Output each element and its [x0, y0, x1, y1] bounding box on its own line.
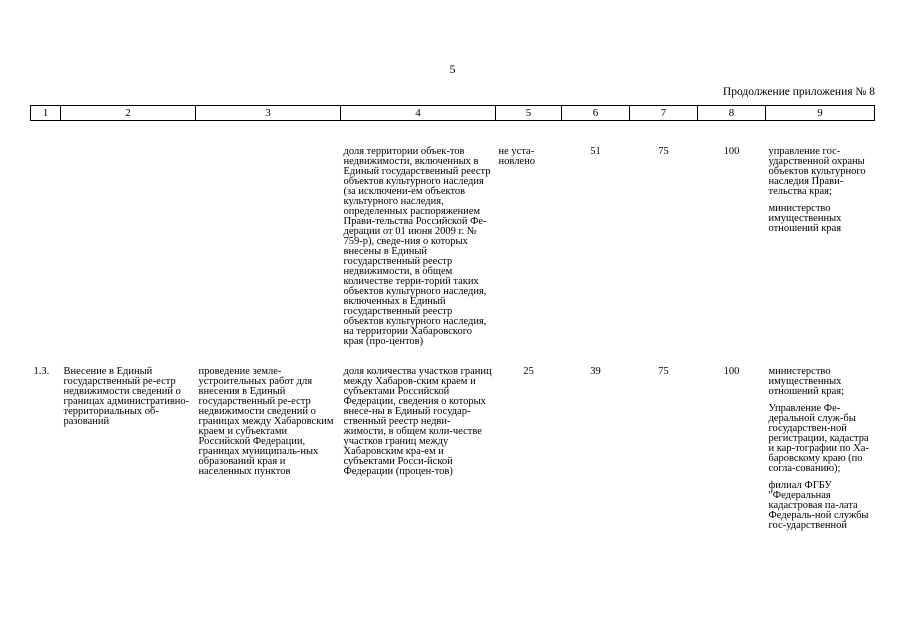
cell-number: 1.3. [33, 366, 50, 377]
cell-measure [61, 121, 196, 348]
responsible-entry: министерство имущественных отношений края [768, 203, 842, 234]
cell-value-1: 39 [590, 366, 601, 377]
appendix-table [30, 105, 875, 531]
cell-responsible [766, 347, 875, 531]
cell-value-3: 100 [723, 366, 740, 377]
table-row [31, 347, 875, 531]
page-number: 5 [449, 62, 456, 76]
header-col-3: 3 [196, 106, 341, 121]
header-row [31, 106, 875, 121]
cell-value-2: 75 [658, 366, 669, 377]
cell-value-2: 75 [658, 146, 669, 157]
responsible-entry: управление гос-ударственной охраны объектов культурного наследия Прави-тельства края; [768, 146, 866, 197]
header-col-2: 2 [61, 106, 196, 121]
cell-activity: проведение земле-устроительных работ для внесения в Единый государственный ре-естр недвижимости сведений о границах между Хабаровским краем и субъектами Российской Федерации, границах муниципаль-ных образований края и населенных пунктов [198, 366, 334, 477]
cell-indicator: доля количества участков границ между Хабаров-ским краем и субъектами Российской Федерации, сведения о которых внесе-ны в Единый государ-ственный реестр недви-жимости, в общем коли-честве участков границ между Хабаровским кра-ем и субъектами Росси-йской Федерации (процен-тов) [343, 366, 492, 477]
header-col-7: 7 [630, 106, 698, 121]
header-col-6: 6 [562, 106, 630, 121]
cell-value-base: не уста-новлено [498, 146, 535, 167]
cell-indicator: доля территории объек-тов недвижимости, включенных в Единый государственный реестр объектов культурного наследия (за исключени-ем объектов культурного наследия, определенных распоряжением Прави-тельства Российской Фе-дерации от 01 июня 2009 г. № 759-р), сведе-ния о которых внесены в Единый государственный реестр недвижимости, в общем количестве терри-торий таких объектов культурного наследия, включенных в Единый государственный реестр объектов культурного наследия, на территории Хабаровского края (про-центов) [343, 146, 491, 347]
cell-measure: Внесение в Единый государственный ре-естр недвижимости сведений о границах административно-территориальных об-разований [63, 366, 190, 427]
header-col-1: 1 [31, 106, 61, 121]
cell-value-3: 100 [723, 146, 740, 157]
responsible-entry: Управление Фе-деральной служ-бы государствен-ной регистрации, кадастра и кар-тографии по Ха-баровскому краю (по согла-сованию); [768, 403, 869, 474]
responsible-entry: министерство имущественных отношений края; [768, 366, 845, 397]
header-col-5: 5 [496, 106, 562, 121]
header-col-9: 9 [766, 106, 875, 121]
cell-value-base: 25 [523, 366, 534, 377]
cell-value-1: 51 [590, 146, 601, 157]
cell-responsible [766, 121, 875, 348]
responsible-entry: филиал ФГБУ "Федеральная кадастровая па-лата Федераль-ной службы гос-ударственной [768, 480, 869, 531]
cell-activity [196, 121, 341, 348]
table-row [31, 121, 875, 348]
cell-number [31, 121, 61, 348]
header-col-8: 8 [698, 106, 766, 121]
header-col-4: 4 [341, 106, 496, 121]
continuation-label: Продолжение приложения № 8 [722, 86, 875, 98]
